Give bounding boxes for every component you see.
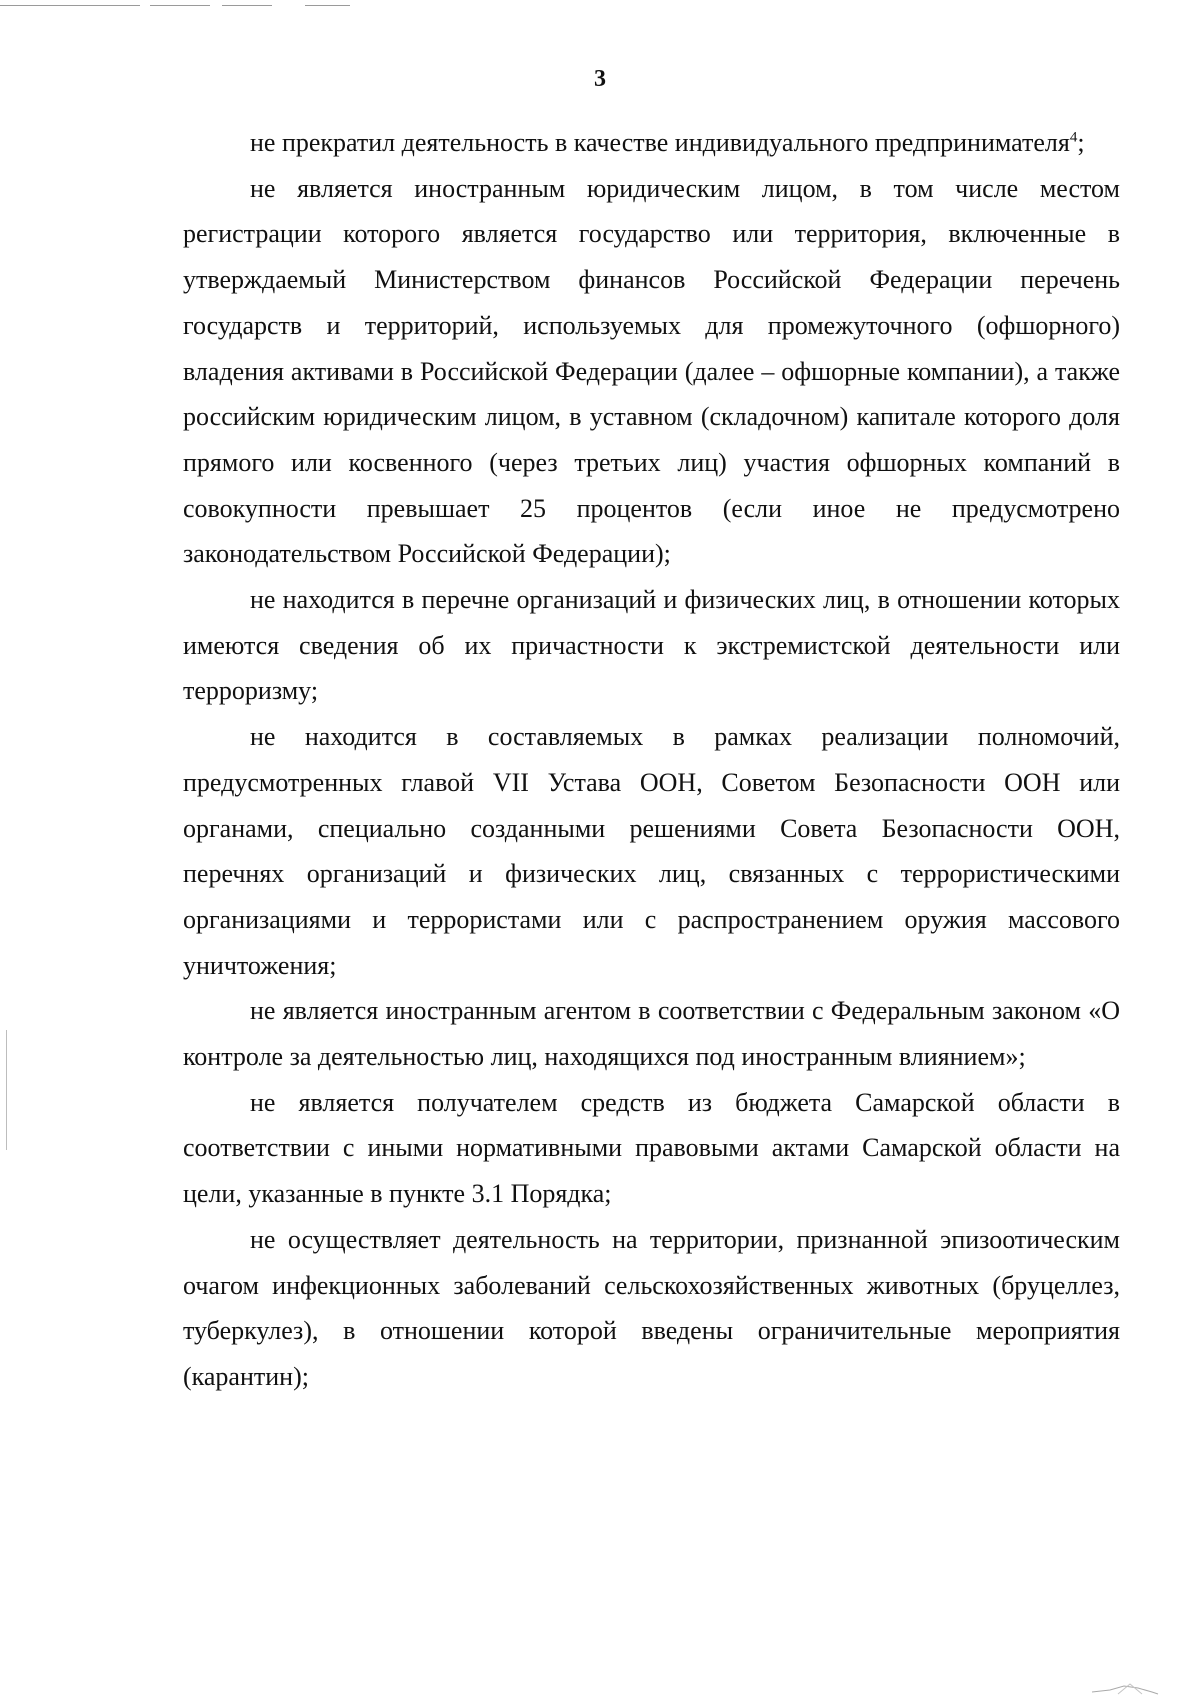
page-number: 3 bbox=[594, 66, 606, 92]
body-text bbox=[183, 120, 1120, 1400]
scan-artifact-line bbox=[0, 5, 140, 6]
scan-artifact-line bbox=[150, 5, 210, 6]
paragraph: не является иностранным юридическим лицом, в том числе местом регистрации которого является государство или территория, включенные в утверждаемый Министерством финансов Российской Федерации перечень государств и территорий, используемых для промежуточного (офшорного) владения активами в Российской Федерации (далее – офшорные компании), а также российским юридическим лицом, в уставном (складочном) капитале которого доля прямого или косвенного (через третьих лиц) участия офшорных компаний в совокупности превышает 25 процентов (если иное не предусмотрено законодательством Российской Федерации); bbox=[183, 173, 1120, 569]
paragraph: не находится в перечне организаций и физических лиц, в отношении которых имеются сведения об их причастности к экстремистской деятельности или терроризму; bbox=[183, 585, 1120, 706]
paragraph: не находится в составляемых в рамках реализации полномочий, предусмотренных главой VII Устава ООН, Советом Безопасности ООН или органами, специально созданными решениями Совета Безопасности ООН, перечнях организаций и физических лиц, связанных с террористическими организациями и террористами или с распространением оружия массового уничтожения; bbox=[183, 722, 1120, 980]
paragraph: не осуществляет деятельность на территории, признанной эпизоотическим очагом инфекционных заболеваний сельскохозяйственных животных (бруцеллез, туберкулез), в отношении которой введены ограничительные мероприятия (карантин); bbox=[183, 1224, 1120, 1391]
scan-artifact-line bbox=[305, 5, 350, 6]
paragraph-tail: ; bbox=[1077, 128, 1085, 157]
paragraph bbox=[183, 120, 1120, 166]
paragraph: не является получателем средств из бюджета Самарской области в соответствии с иными нормативными правовыми актами Самарской области на цели, указанные в пункте 3.1 Порядка; bbox=[183, 1087, 1120, 1209]
scan-artifact-line bbox=[222, 5, 272, 6]
paragraph-text: не прекратил деятельность в качестве индивидуального предпринимателя bbox=[250, 128, 1070, 157]
scan-artifact-edge bbox=[6, 1030, 7, 1150]
paragraph: не является иностранным агентом в соответствии с Федеральным законом «О контроле за деятельностью лиц, находящихся под иностранным влиянием»; bbox=[183, 996, 1120, 1072]
footnote-marker: 4 bbox=[1069, 129, 1078, 146]
scan-smudge bbox=[1090, 1678, 1160, 1696]
